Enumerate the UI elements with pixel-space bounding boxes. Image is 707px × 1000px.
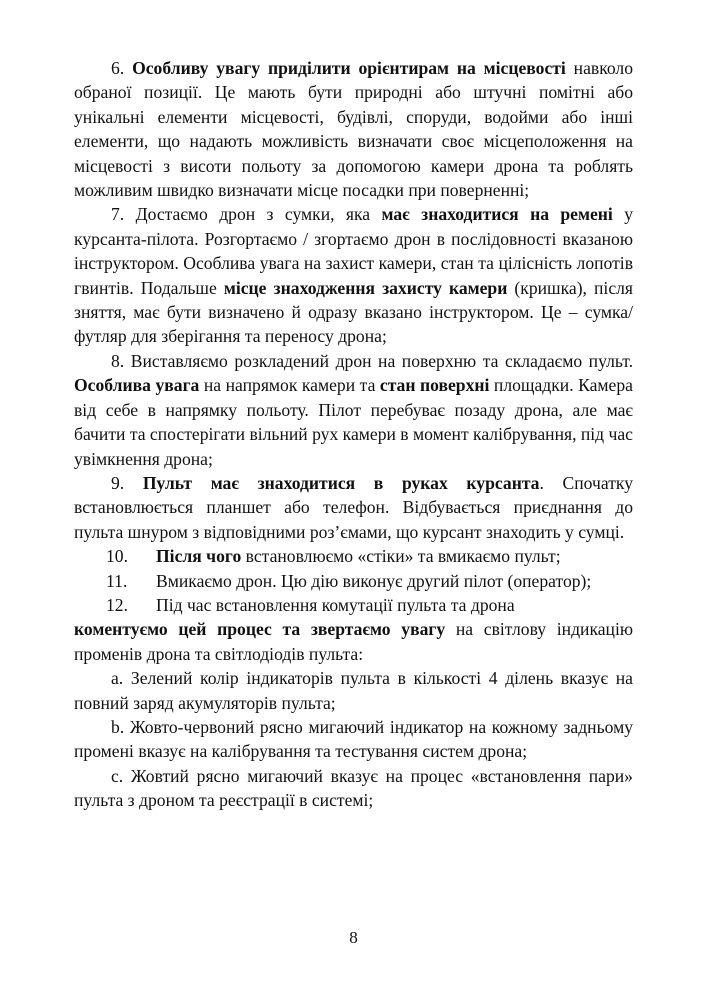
text-run: встановлюємо «стіки» та вмикаємо пульт; [241,546,561,567]
text-run: площадки. Камера від себе в напрямку польоту. Пілот перебуває позаду дрона, але має бачити та спостерігати вільний рух камери в момент калібрування, під час увімкнення дрона; [74,375,633,469]
text-run: Виставляємо розкладений дрон на поверхню та складаємо пульт. [130,350,633,371]
text-run: . Спочатку встановлюється планшет або телефон. Відбувається приєднання до пульта шнуром з відповідними роз’ємами, що курсант знаходить у сумці. [74,472,634,542]
subitem-c [74,764,633,813]
paragraph-7 [74,202,633,348]
item-12 [74,593,633,617]
paragraph-number: 9. [111,472,125,493]
bold-phrase: Після чого [156,546,242,567]
paragraph-8 [74,349,633,471]
item-12-continuation [74,617,633,666]
subitem-b [74,715,633,764]
page-number: 8 [349,928,358,947]
paragraph-9 [74,471,633,544]
subitem-letter: c. [111,765,124,786]
text-run: (кришка), після зняття, має бути визначено й одразу вказано інструктором. Це – сумка/футляр для зберігання та переносу дрона; [74,277,634,347]
paragraph-number: 7. [111,204,125,225]
text-run: Жовто-червоний рясно мигаючий індикатор на кожному задньому промені вказує на калібрування та тестування систем дрона; [74,716,633,762]
text-run: Жовтий рясно мигаючий вказує на процес «встановлення пари» пульта з дроном та реєстрації в системі; [74,765,633,811]
bold-phrase: Пульт має знаходитися в руках курсанта [142,472,540,493]
paragraph-6 [74,56,633,202]
paragraph-number: 8. [111,350,125,371]
text-run: навколо обраної позиції. Це мають бути природні або штучні помітні або унікальні елементи місцевості, будівлі, споруди, водойми або інші елементи, що надають можливість визначати своє місцеположення на місцевості з висоти польоту за допомогою камери дрона та роблять можливим швидко визначати місце посадки при поверненні; [74,58,633,201]
document-page [74,56,633,813]
text-run: у курсанта-пілота. Розгортаємо / згортаємо дрон в послідовності вказаною інструктором. Особлива увага на захист камери, стан та цілісність лопотів гвинтів. Подальше [74,204,633,298]
bold-phrase: стан поверхні [379,375,490,396]
text-run: Під час встановлення комутації пульта та дрона [156,594,515,615]
text-run: Вмикаємо дрон. Цю дію виконує другий пілот (оператор); [156,570,592,591]
bold-phrase: коментуємо цей процес та звертаємо увагу [74,619,446,640]
text-run: Зелений колір індикаторів пульта в кількості 4 ділень вказує на повний заряд акумуляторів пульта; [74,668,633,713]
subitem-a [74,666,633,715]
item-number: 11. [106,570,128,591]
item-10 [74,544,633,568]
item-number: 10. [106,546,128,567]
text-run: на напрямок камери та [199,375,380,396]
bold-phrase: має знаходитися на ремені [381,204,613,225]
item-number: 12. [106,594,128,615]
bold-phrase: місце знаходження захисту камери [223,277,508,298]
item-11 [74,569,633,593]
bold-phrase: Особлива увага [74,375,200,396]
text-run: Достаємо дрон з сумки, яка [135,204,382,225]
subitem-letter: b. [111,716,125,737]
subitem-letter: a. [111,668,124,689]
text-run: на світлову індикацію променів дрона та світлодіодів пульта: [74,619,633,664]
bold-phrase: Особливу увагу приділити орієнтирам на місцевості [132,58,566,78]
paragraph-number: 6. [111,58,125,78]
